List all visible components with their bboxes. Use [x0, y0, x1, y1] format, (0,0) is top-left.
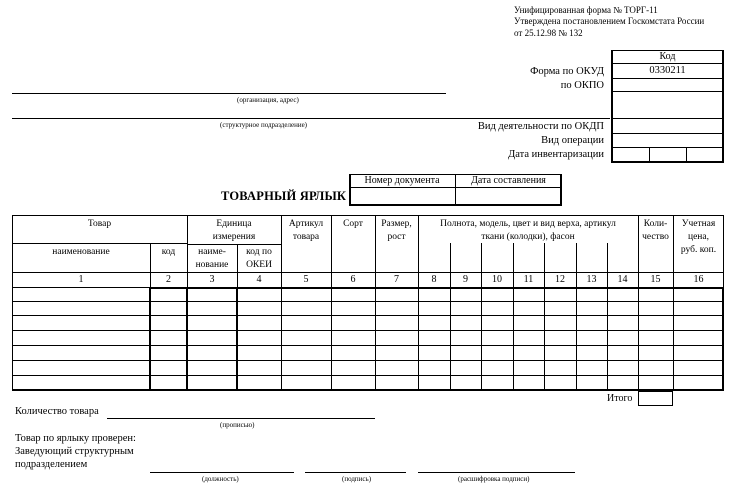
- doc-date-label: Дата составления: [471, 175, 546, 186]
- col-number: 15: [650, 274, 661, 285]
- col-number: 12: [555, 274, 565, 285]
- operation-label: Вид операции: [541, 135, 604, 146]
- signature-line[interactable]: [305, 472, 406, 473]
- header-kod: код: [161, 247, 176, 257]
- qty-label: Количество товара: [15, 406, 99, 417]
- approved-text: Утверждена постановлением Госкомстата России: [514, 16, 705, 26]
- col-number: 5: [303, 274, 309, 285]
- col-number: 13: [586, 274, 597, 285]
- header-size-line1: Размер,: [381, 219, 412, 229]
- col-number: 9: [463, 274, 468, 285]
- inventory-date-label: Дата инвентаризации: [508, 149, 604, 160]
- qty-in-words-line[interactable]: [107, 418, 375, 419]
- total-label: Итого: [607, 393, 633, 404]
- kod-header: Код: [659, 51, 676, 62]
- header-okei-line1: код по: [246, 247, 272, 257]
- col-number: 7: [394, 274, 399, 285]
- header-article-line1: Артикул: [288, 219, 324, 229]
- header-price-line3: руб. коп.: [680, 245, 717, 255]
- header-okei-line2: ОКЕИ: [246, 260, 272, 270]
- header-unit-line2: измерения: [212, 232, 256, 242]
- checked-label: Товар по ярлыку проверен:: [15, 433, 136, 444]
- total-qty-cell[interactable]: [638, 391, 673, 406]
- doc-number-label: Номер документа: [364, 175, 440, 186]
- col-number: 10: [492, 274, 502, 285]
- col-number: 8: [431, 274, 437, 285]
- header-price-line1: Учетная: [681, 219, 716, 229]
- col-number: 2: [166, 274, 171, 285]
- signature-caption: (подпись): [342, 475, 372, 483]
- doc-date-field[interactable]: [458, 189, 560, 204]
- header-naimenovanie: наименование: [52, 247, 110, 257]
- header-sort: Сорт: [343, 219, 363, 229]
- col-number: 14: [617, 274, 628, 285]
- header-unit-name-line1: наиме-: [198, 247, 226, 257]
- structural-unit-line[interactable]: [12, 118, 610, 119]
- header-unit-name-line2: нование: [195, 260, 229, 270]
- col-number: 1: [78, 274, 84, 285]
- head-label-line1: Заведующий структурным: [15, 446, 134, 457]
- position-caption: (должность): [202, 475, 239, 483]
- operation-field[interactable]: [613, 135, 721, 146]
- okud-value[interactable]: 0330211: [649, 65, 686, 76]
- okpo-label: по ОКПО: [560, 80, 604, 91]
- organization-line[interactable]: [12, 93, 446, 94]
- header-fullness-line2: ткани (колодки), фасон: [481, 232, 575, 242]
- header-article-line2: товара: [292, 232, 320, 242]
- col-number: 6: [350, 274, 356, 285]
- col-number: 3: [209, 274, 215, 285]
- header-fullness-line1: Полнота, модель, цвет и вид верха, артикул: [440, 219, 616, 229]
- qty-caption: (прописью): [220, 421, 255, 429]
- header-unit-line1: Единица: [216, 219, 252, 229]
- header-qty-line1: Коли-: [643, 219, 668, 229]
- okdp-field[interactable]: [613, 120, 721, 132]
- header-qty-line2: чество: [642, 232, 669, 242]
- okpo-field[interactable]: [613, 93, 721, 117]
- decode-caption: (расшифровка подписи): [458, 475, 530, 483]
- structural-unit-caption: (структурное подразделение): [220, 121, 308, 129]
- doc-number-field[interactable]: [352, 189, 453, 204]
- inventory-date-field[interactable]: [613, 149, 721, 161]
- organization-caption: (организация, адрес): [237, 96, 299, 104]
- document-title: ТОВАРНЫЙ ЯРЛЫК: [221, 189, 347, 203]
- header-price-line2: цена,: [688, 232, 709, 242]
- decode-line[interactable]: [418, 472, 575, 473]
- header-tovar: Товар: [87, 219, 112, 229]
- header-size-line2: рост: [387, 232, 406, 242]
- okud-label: Форма по ОКУД: [530, 66, 604, 77]
- position-line[interactable]: [150, 472, 294, 473]
- col-number: 11: [523, 274, 534, 285]
- table-data-rows[interactable]: [13, 289, 723, 389]
- form-name: Унифицированная форма № ТОРГ-11: [514, 5, 658, 15]
- head-label-line2: подразделением: [15, 459, 88, 470]
- col-number: 16: [693, 274, 704, 285]
- okdp-label: Вид деятельности по ОКДП: [477, 121, 604, 132]
- approval-date: от 25.12.98 № 132: [514, 28, 583, 38]
- col-number: 4: [256, 274, 262, 285]
